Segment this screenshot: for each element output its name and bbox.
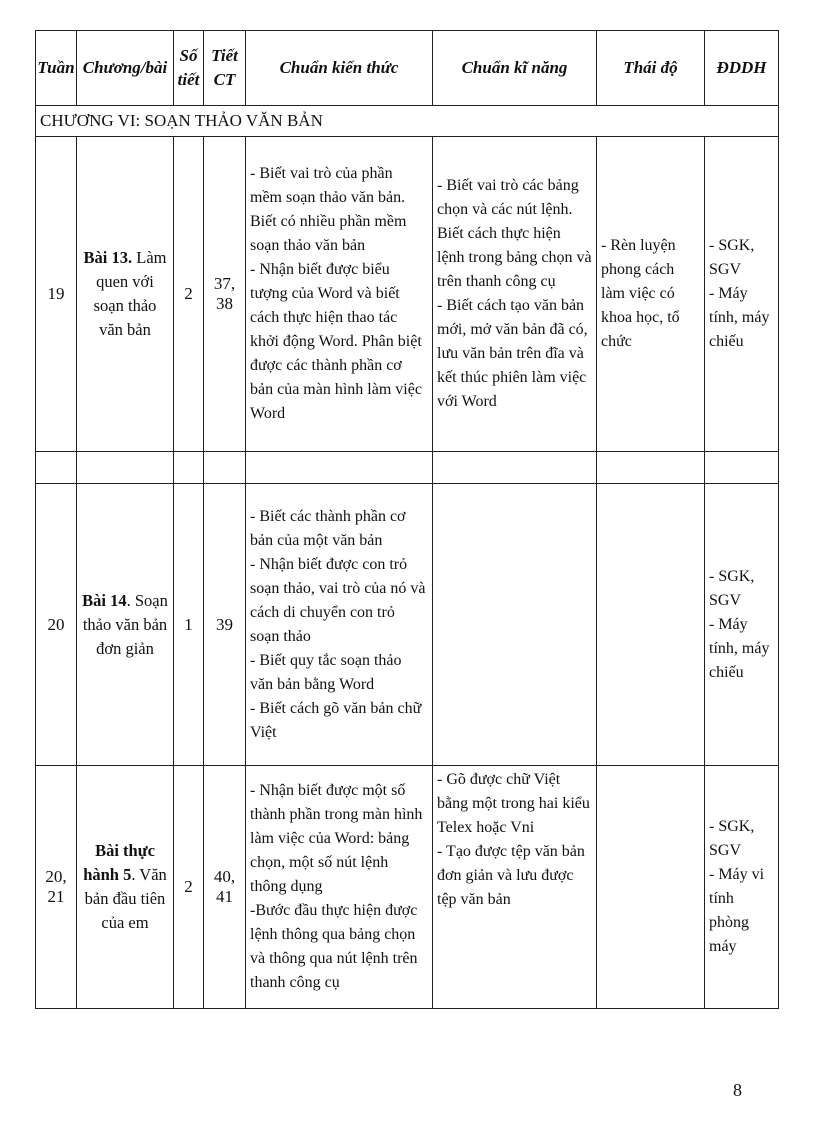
week-cell: 20, 21 bbox=[36, 766, 77, 1009]
empty-row bbox=[36, 452, 779, 484]
curriculum-table bbox=[35, 30, 779, 1009]
materials-item: - SGK, SGV bbox=[709, 818, 755, 859]
knowledge-cell bbox=[246, 766, 433, 1009]
periods-cell: 1 bbox=[174, 484, 204, 766]
header-row bbox=[36, 31, 779, 106]
lesson-title: Làm quen với soạn thảo văn bản bbox=[93, 248, 167, 339]
materials-item: - SGK, SGV bbox=[709, 237, 755, 278]
empty-cell bbox=[36, 452, 77, 484]
empty-cell bbox=[597, 452, 705, 484]
materials-cell bbox=[705, 484, 779, 766]
header-attitude: Thái độ bbox=[597, 31, 705, 106]
week-cell: 19 bbox=[36, 137, 77, 452]
knowledge-item: - Nhận biết được con trỏ soạn thảo, vai trò của nó và cách di chuyển con trỏ soạn thảo bbox=[250, 555, 426, 645]
header-periods-line1: Số bbox=[179, 46, 198, 65]
table-row bbox=[36, 484, 779, 766]
lesson-number: Bài thực hành 5 bbox=[83, 841, 155, 884]
empty-cell bbox=[246, 452, 433, 484]
attitude-cell bbox=[597, 484, 705, 766]
header-periods bbox=[174, 31, 204, 106]
materials-item: - SGK, SGV bbox=[709, 567, 755, 609]
header-materials: ĐDDH bbox=[705, 31, 779, 106]
attitude-cell bbox=[597, 766, 705, 1009]
knowledge-item: - Nhận biết được một số thành phần trong màn hình làm việc của Word: bảng chọn, một số nút lệnh thông dụng bbox=[250, 782, 423, 895]
skills-item: - Tạo được tệp văn bản đơn giản và lưu được tệp văn bản bbox=[437, 843, 585, 908]
knowledge-item: - Biết các thành phần cơ bản của một văn bản bbox=[250, 507, 406, 549]
table-row bbox=[36, 766, 779, 1009]
periods-cell: 2 bbox=[174, 137, 204, 452]
skills-item: - Biết vai trò các bảng chọn và các nút lệnh. Biết cách thực hiện lệnh trong bảng chọn và trên thanh công cụ bbox=[437, 177, 592, 290]
header-ct bbox=[204, 31, 246, 106]
materials-cell bbox=[705, 137, 779, 452]
materials-cell bbox=[705, 766, 779, 1009]
materials-item: - Máy tính, máy chiếu bbox=[709, 285, 770, 350]
knowledge-cell bbox=[246, 484, 433, 766]
ct-cell: 40, 41 bbox=[204, 766, 246, 1009]
skills-cell bbox=[433, 484, 597, 766]
materials-item: - Máy vi tính phòng máy bbox=[709, 866, 765, 955]
lesson-cell bbox=[77, 766, 174, 1009]
empty-cell bbox=[204, 452, 246, 484]
knowledge-item: -Bước đầu thực hiện được lệnh thông qua bảng chọn và thông qua nút lệnh trên thanh công cụ bbox=[250, 902, 418, 991]
header-skills: Chuẩn kĩ năng bbox=[433, 31, 597, 106]
knowledge-item: - Nhận biết được biểu tượng của Word và biết cách thực hiện thao tác khởi động Word. Phân biệt được các thành phần cơ bản của màn hình làm việc Word bbox=[250, 261, 422, 422]
skills-item: - Gõ được chữ Việt bằng một trong hai kiểu Telex hoặc Vni bbox=[437, 771, 590, 836]
lesson-number: Bài 14 bbox=[82, 590, 127, 610]
periods-cell: 2 bbox=[174, 766, 204, 1009]
skills-cell bbox=[433, 137, 597, 452]
chapter-row bbox=[36, 106, 779, 137]
lesson-title: . Văn bản đầu tiên của em bbox=[84, 865, 167, 932]
week-cell: 20 bbox=[36, 484, 77, 766]
knowledge-cell bbox=[246, 137, 433, 452]
empty-cell bbox=[705, 452, 779, 484]
lesson-cell bbox=[77, 484, 174, 766]
header-knowledge: Chuẩn kiến thức bbox=[246, 31, 433, 106]
empty-cell bbox=[77, 452, 174, 484]
chapter-title: CHƯƠNG VI: SOẠN THẢO VĂN BẢN bbox=[36, 106, 779, 137]
lesson-title: . Soạn thảo văn bản đơn giản bbox=[82, 590, 168, 658]
knowledge-item: - Biết cách gõ văn bản chữ Việt bbox=[250, 699, 422, 741]
header-lesson: Chương/bài bbox=[77, 31, 174, 106]
header-ct-line1: Tiết bbox=[211, 46, 238, 65]
header-ct-line2: CT bbox=[213, 70, 236, 89]
skills-item: - Biết cách tạo văn bản mới, mở văn bản đã có, lưu văn bản trên đĩa và kết thúc phiên làm việc với Word bbox=[437, 297, 588, 410]
materials-item: - Máy tính, máy chiếu bbox=[709, 615, 770, 681]
attitude-cell bbox=[597, 137, 705, 452]
knowledge-item: - Biết vai trò của phần mềm soạn thảo văn bản. Biết có nhiều phần mềm soạn thảo văn bản bbox=[250, 165, 407, 254]
skills-cell bbox=[433, 766, 597, 1009]
header-week: Tuần bbox=[36, 31, 77, 106]
empty-cell bbox=[433, 452, 597, 484]
knowledge-item: - Biết quy tắc soạn thảo văn bản bằng Word bbox=[250, 651, 402, 693]
page-number: 8 bbox=[733, 1080, 742, 1100]
empty-cell bbox=[174, 452, 204, 484]
ct-cell: 37, 38 bbox=[204, 137, 246, 452]
table-row bbox=[36, 137, 779, 452]
ct-cell: 39 bbox=[204, 484, 246, 766]
lesson-number: Bài 13. bbox=[83, 248, 133, 267]
attitude-item: - Rèn luyện phong cách làm việc có khoa học, tổ chức bbox=[601, 237, 680, 350]
header-periods-line2: tiết bbox=[177, 70, 200, 89]
lesson-cell bbox=[77, 137, 174, 452]
